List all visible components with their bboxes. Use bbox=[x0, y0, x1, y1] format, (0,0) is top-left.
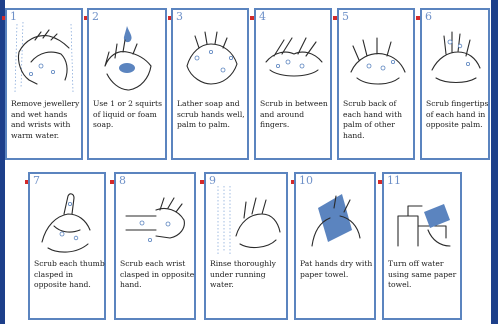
rinse-icon bbox=[210, 186, 284, 258]
step-card bbox=[294, 172, 376, 320]
step-number: 1 bbox=[10, 10, 17, 23]
step-card bbox=[420, 8, 490, 160]
wet-hands-icon bbox=[11, 22, 79, 97]
thumb-clasp-icon bbox=[34, 186, 102, 258]
paper-towel-icon bbox=[300, 186, 372, 258]
step-card bbox=[5, 8, 83, 160]
step-card bbox=[254, 8, 332, 160]
step-number: 2 bbox=[92, 10, 99, 23]
step-number: 6 bbox=[425, 10, 432, 23]
wrist-clasp-icon bbox=[120, 186, 192, 258]
step-card bbox=[28, 172, 106, 320]
step-number: 10 bbox=[299, 174, 313, 187]
step-number: 11 bbox=[387, 174, 401, 187]
step-caption: Scrub each thumb clasped in opposite hand. bbox=[34, 259, 105, 290]
step-card bbox=[171, 8, 249, 160]
step-caption: Use 1 or 2 squirts of liquid or foam soap. bbox=[93, 99, 162, 130]
step-number: 4 bbox=[259, 10, 266, 23]
step-caption: Rinse thoroughly under running water. bbox=[210, 259, 276, 290]
step-number: 9 bbox=[209, 174, 216, 187]
step-caption: Scrub back of each hand with palm of other hand. bbox=[343, 99, 403, 140]
faucet-off-icon bbox=[388, 186, 458, 258]
soap-squirt-icon bbox=[93, 22, 163, 97]
step-card bbox=[204, 172, 288, 320]
step-caption: Scrub each wrist clasped in opposite hand. bbox=[120, 259, 195, 290]
step-caption: Lather soap and scrub hands well, palm to palm. bbox=[177, 99, 245, 130]
step-caption: Scrub fingertips of each hand in opposite palm. bbox=[426, 99, 489, 130]
step-card bbox=[114, 172, 196, 320]
step-number: 5 bbox=[342, 10, 349, 23]
step-card bbox=[382, 172, 462, 320]
step-number: 7 bbox=[33, 174, 40, 187]
right-edge-bar bbox=[491, 0, 498, 324]
step-card bbox=[87, 8, 167, 160]
step-card bbox=[337, 8, 415, 160]
interlaced-fingers-icon bbox=[260, 22, 328, 97]
step-number: 3 bbox=[176, 10, 183, 23]
palm-to-palm-icon bbox=[177, 22, 245, 97]
back-of-hand-icon bbox=[343, 22, 411, 97]
step-number: 8 bbox=[119, 174, 126, 187]
step-caption: Turn off water using same paper towel. bbox=[388, 259, 457, 290]
step-caption: Pat hands dry with paper towel. bbox=[300, 259, 373, 279]
step-caption: Remove jewellery and wet hands and wrists with warm water. bbox=[11, 99, 80, 140]
fingertips-icon bbox=[426, 22, 486, 97]
step-caption: Scrub in between and around fingers. bbox=[260, 99, 328, 130]
